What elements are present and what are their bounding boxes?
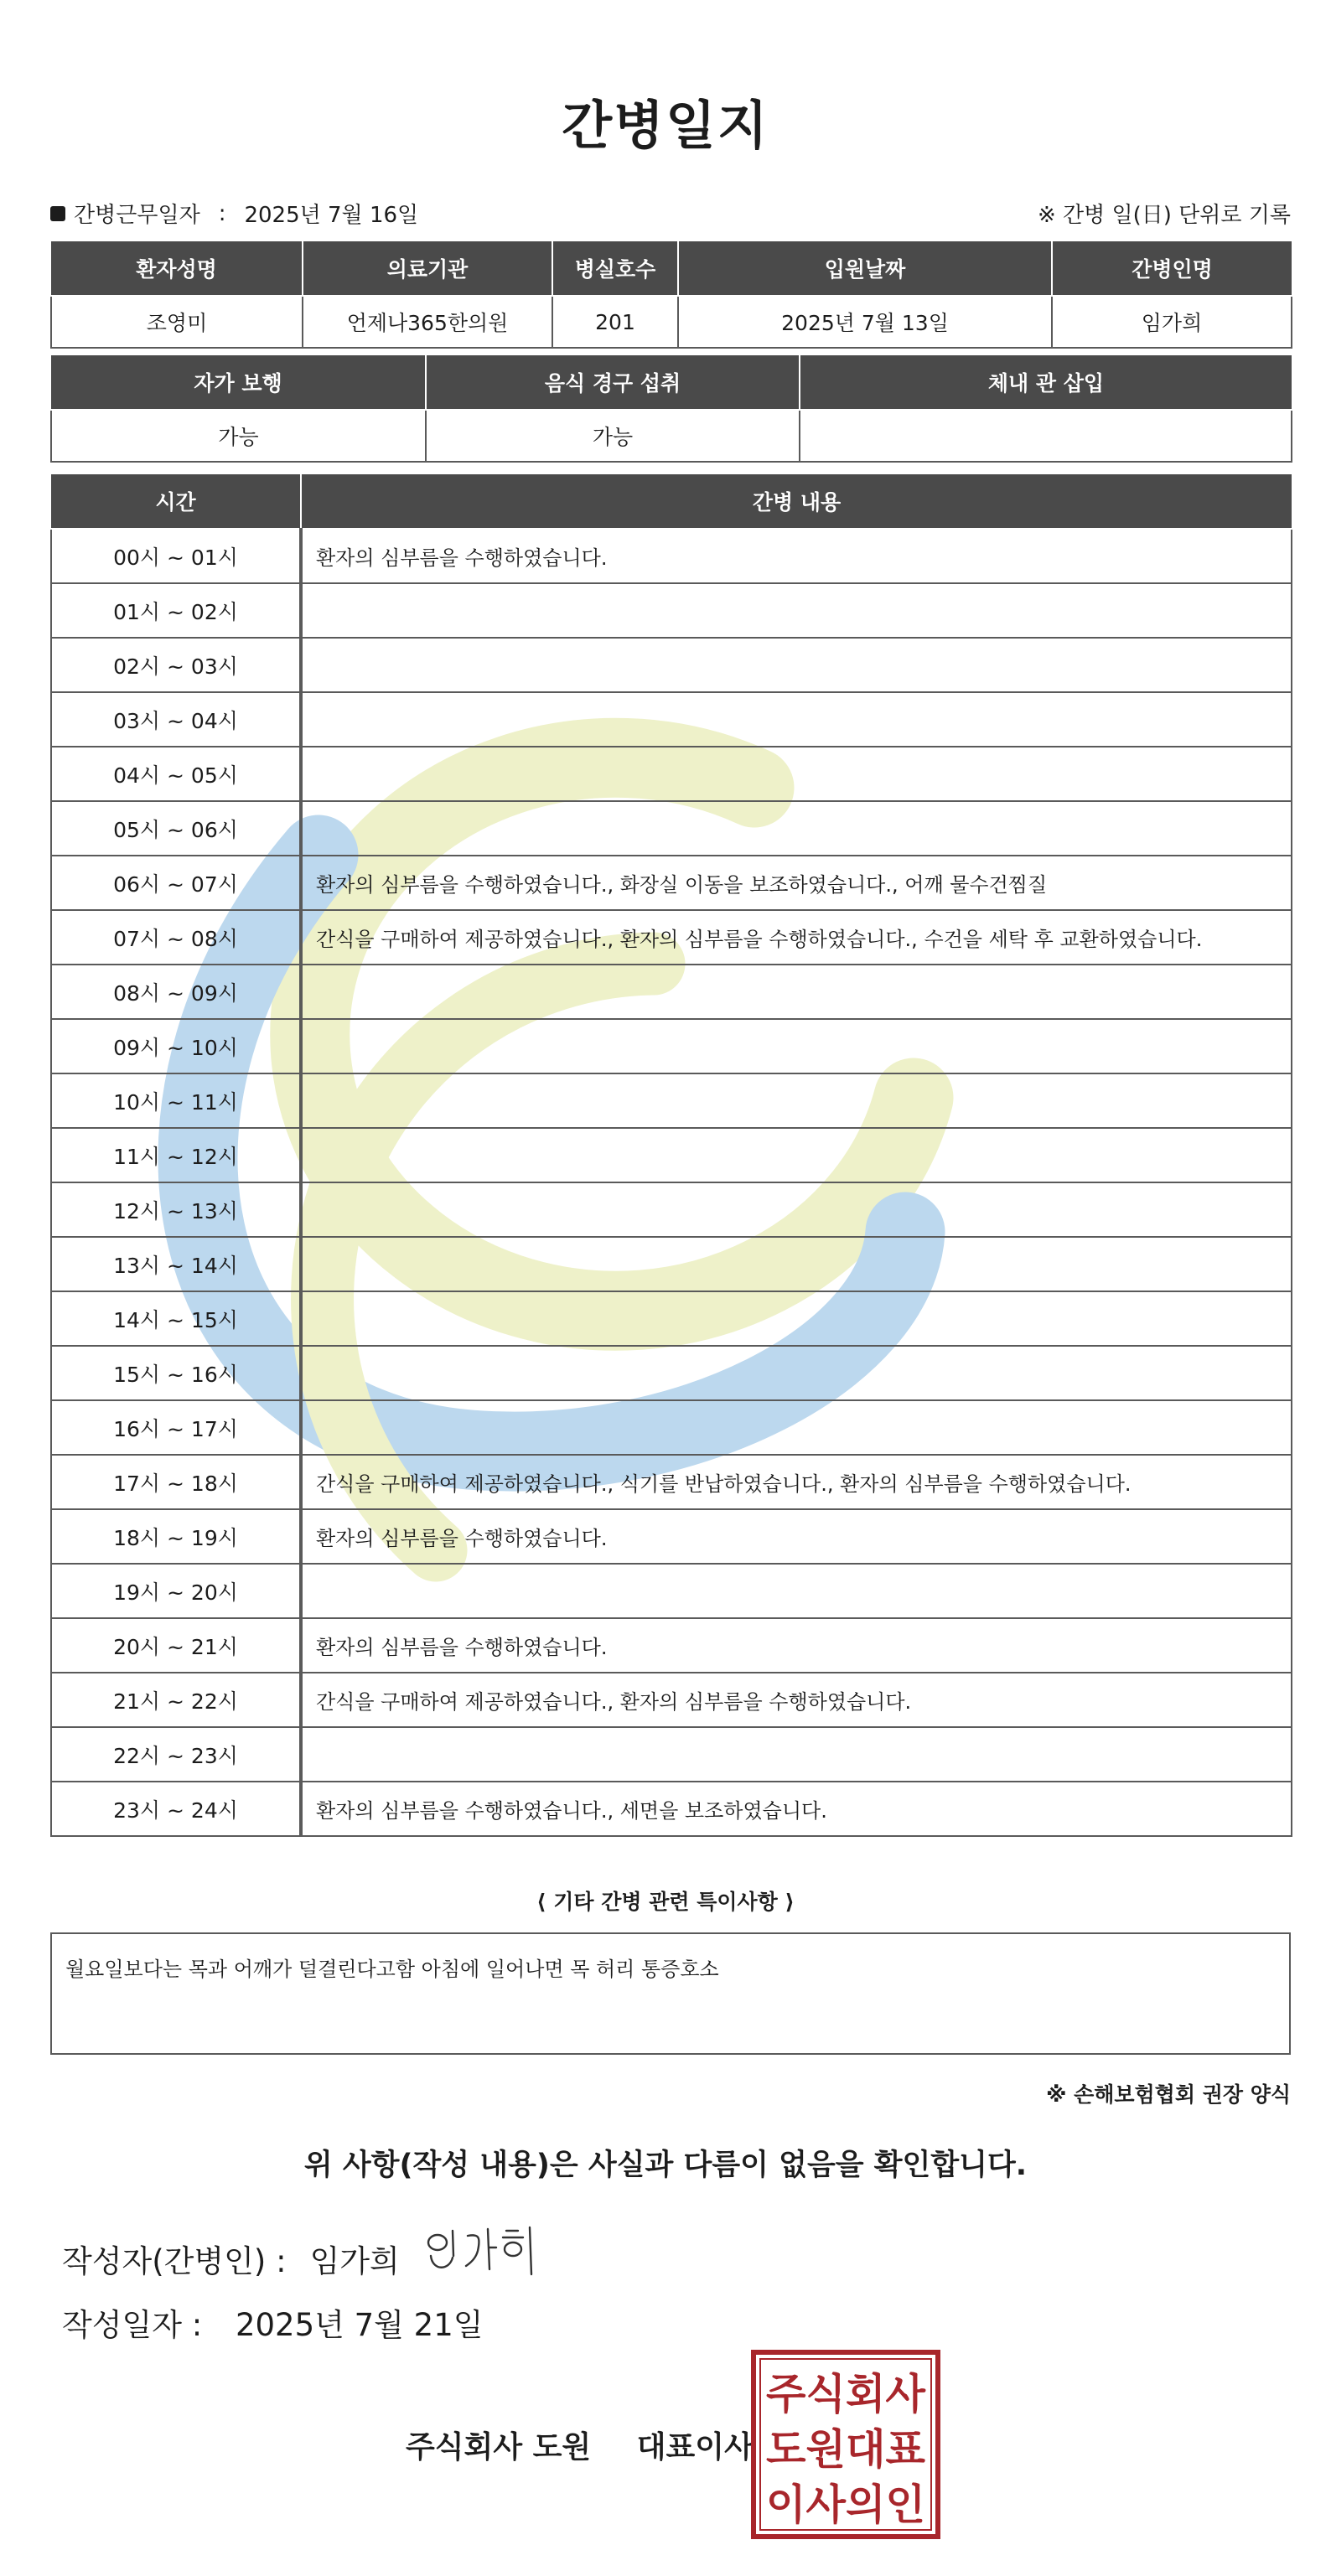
schedule-content-cell: 환자의 심부름을 수행하였습니다., 세면을 보조하였습니다. (301, 1782, 1292, 1836)
patient-name: 조영미 (51, 296, 303, 348)
schedule-time-cell: 10시 ~ 11시 (51, 1073, 301, 1128)
patient-status-table (50, 355, 1292, 463)
schedule-row (51, 1400, 1292, 1455)
schedule-row (51, 1182, 1292, 1237)
writing-date-line (62, 2299, 484, 2345)
writing-date-value: 2025년 7월 21일 (235, 2307, 484, 2343)
schedule-time-cell: 05시 ~ 06시 (51, 801, 301, 856)
schedule-time-cell: 13시 ~ 14시 (51, 1237, 301, 1291)
header-self-walking: 자가 보행 (51, 355, 426, 410)
schedule-content-cell: 환자의 심부름을 수행하였습니다. (301, 529, 1292, 583)
schedule-time-cell: 04시 ~ 05시 (51, 747, 301, 801)
schedule-content-cell (301, 747, 1292, 801)
schedule-content-cell (301, 1019, 1292, 1073)
schedule-content-cell (301, 965, 1292, 1019)
svg-text:도원대표: 도원대표 (766, 2425, 926, 2474)
schedule-row (51, 638, 1292, 692)
schedule-header-row (51, 474, 1292, 529)
caregiver-name: 임가희 (1052, 296, 1292, 348)
patient-info-table (50, 241, 1292, 349)
schedule-body (51, 529, 1292, 1836)
confirmation-statement: 위 사항(작성 내용)은 사실과 다름이 없음을 확인합니다. (303, 2149, 1028, 2182)
schedule-row (51, 747, 1292, 801)
header-admission-date: 입원날짜 (678, 241, 1052, 296)
schedule-row (51, 1727, 1292, 1782)
patient-info-header-row (51, 241, 1292, 296)
company-name: 주식회사 도원 (406, 2430, 592, 2465)
schedule-time-cell: 23시 ~ 24시 (51, 1782, 301, 1836)
schedule-time-cell: 01시 ~ 02시 (51, 583, 301, 638)
schedule-content-cell: 환자의 심부름을 수행하였습니다. (301, 1618, 1292, 1673)
bullet-square-icon (50, 206, 65, 221)
hospital-name: 언제나365한의원 (303, 296, 552, 348)
schedule-content-cell: 간식을 구매하여 제공하였습니다., 환자의 심부름을 수행하였습니다., 수건을 세탁 후 교환하였습니다. (301, 910, 1292, 965)
schedule-content-cell (301, 692, 1292, 747)
schedule-time-cell: 11시 ~ 12시 (51, 1128, 301, 1182)
tube-insertion-value (800, 410, 1292, 462)
schedule-row (51, 1455, 1292, 1509)
schedule-row (51, 1019, 1292, 1073)
schedule-content-cell: 환자의 심부름을 수행하였습니다. (301, 1509, 1292, 1564)
schedule-content-cell (301, 1182, 1292, 1237)
work-date-line (50, 198, 418, 229)
schedule-content-cell (301, 1727, 1292, 1782)
schedule-content-cell: 간식을 구매하여 제공하였습니다., 환자의 심부름을 수행하였습니다. (301, 1673, 1292, 1727)
notes-title: ⟨ 기타 간병 관련 특이사항 ⟩ (536, 1890, 795, 1914)
writer-label: 작성자(간병인) : (62, 2243, 287, 2279)
schedule-row (51, 583, 1292, 638)
schedule-row (51, 856, 1292, 910)
schedule-time-cell: 12시 ~ 13시 (51, 1182, 301, 1237)
schedule-content-cell (301, 1291, 1292, 1346)
writer-name: 임가희 (309, 2243, 400, 2279)
schedule-row (51, 1346, 1292, 1400)
patient-info-value-row (51, 296, 1292, 348)
schedule-content-cell (301, 801, 1292, 856)
schedule-content-cell (301, 1400, 1292, 1455)
schedule-content-cell (301, 1128, 1292, 1182)
schedule-content-cell (301, 638, 1292, 692)
work-date-value: 2025년 7월 16일 (244, 203, 419, 228)
schedule-row (51, 692, 1292, 747)
schedule-row (51, 965, 1292, 1019)
schedule-row (51, 910, 1292, 965)
schedule-row (51, 1673, 1292, 1727)
schedule-time-cell: 09시 ~ 10시 (51, 1019, 301, 1073)
schedule-time-cell: 20시 ~ 21시 (51, 1618, 301, 1673)
status-header-row (51, 355, 1292, 410)
work-date-separator: : (218, 200, 226, 226)
schedule-time-cell: 22시 ~ 23시 (51, 1727, 301, 1782)
schedule-time-cell: 02시 ~ 03시 (51, 638, 301, 692)
header-care-content: 간병 내용 (301, 474, 1292, 529)
header-tube-insertion: 체내 관 삽입 (800, 355, 1292, 410)
writer-line (62, 2236, 400, 2281)
schedule-time-cell: 16시 ~ 17시 (51, 1400, 301, 1455)
schedule-time-cell: 06시 ~ 07시 (51, 856, 301, 910)
schedule-content-cell: 환자의 심부름을 수행하였습니다., 화장실 이동을 보조하였습니다., 어깨 물수건찜질 (301, 856, 1292, 910)
schedule-time-cell: 19시 ~ 20시 (51, 1564, 301, 1618)
form-note: ※ 손해보험협회 권장 양식 (1046, 2082, 1291, 2107)
work-date-label: 간병근무일자 (74, 203, 200, 228)
representative-title: 대표이사 (636, 2430, 754, 2465)
schedule-row (51, 1291, 1292, 1346)
schedule-time-cell: 03시 ~ 04시 (51, 692, 301, 747)
schedule-content-cell (301, 1237, 1292, 1291)
svg-text:이사의인: 이사의인 (766, 2480, 925, 2529)
schedule-row (51, 1237, 1292, 1291)
oral-intake-value: 가능 (426, 410, 800, 462)
self-walking-value: 가능 (51, 410, 426, 462)
document-title: 간병일지 (562, 95, 769, 156)
schedule-time-cell: 08시 ~ 09시 (51, 965, 301, 1019)
header-caregiver-name: 간병인명 (1052, 241, 1292, 296)
schedule-row (51, 1509, 1292, 1564)
schedule-content-cell: 간식을 구매하여 제공하였습니다., 식기를 반납하였습니다., 환자의 심부름을 수행하였습니다. (301, 1455, 1292, 1509)
schedule-time-cell: 18시 ~ 19시 (51, 1509, 301, 1564)
schedule-content-cell (301, 583, 1292, 638)
writing-date-label: 작성일자 : (62, 2307, 203, 2343)
admission-date: 2025년 7월 13일 (678, 296, 1052, 348)
header-oral-intake: 음식 경구 섭취 (426, 355, 800, 410)
schedule-time-cell: 21시 ~ 22시 (51, 1673, 301, 1727)
header-time: 시간 (51, 474, 301, 529)
schedule-row (51, 1073, 1292, 1128)
schedule-time-cell: 15시 ~ 16시 (51, 1346, 301, 1400)
schedule-row (51, 1618, 1292, 1673)
schedule-content-cell (301, 1073, 1292, 1128)
svg-text:주식회사: 주식회사 (766, 2370, 926, 2418)
handwritten-signature (419, 2222, 545, 2283)
company-seal-stamp (749, 2348, 942, 2541)
schedule-content-cell (301, 1564, 1292, 1618)
schedule-row (51, 1128, 1292, 1182)
schedule-content-cell (301, 1346, 1292, 1400)
room-number: 201 (552, 296, 678, 348)
schedule-row (51, 529, 1292, 583)
header-room: 병실호수 (552, 241, 678, 296)
schedule-time-cell: 07시 ~ 08시 (51, 910, 301, 965)
schedule-row (51, 1782, 1292, 1836)
header-patient-name: 환자성명 (51, 241, 303, 296)
company-line (406, 2423, 754, 2466)
schedule-time-cell: 00시 ~ 01시 (51, 529, 301, 583)
header-hospital: 의료기관 (303, 241, 552, 296)
schedule-time-cell: 17시 ~ 18시 (51, 1455, 301, 1509)
schedule-row (51, 1564, 1292, 1618)
status-value-row (51, 410, 1292, 462)
unit-note: ※ 간병 일(日) 단위로 기록 (1037, 203, 1291, 228)
schedule-time-cell: 14시 ~ 15시 (51, 1291, 301, 1346)
care-schedule-table (50, 474, 1292, 1837)
schedule-row (51, 801, 1292, 856)
notes-box: 월요일보다는 목과 어깨가 덜결린다고함 아침에 일어나면 목 허리 통증호소 (50, 1932, 1291, 2055)
